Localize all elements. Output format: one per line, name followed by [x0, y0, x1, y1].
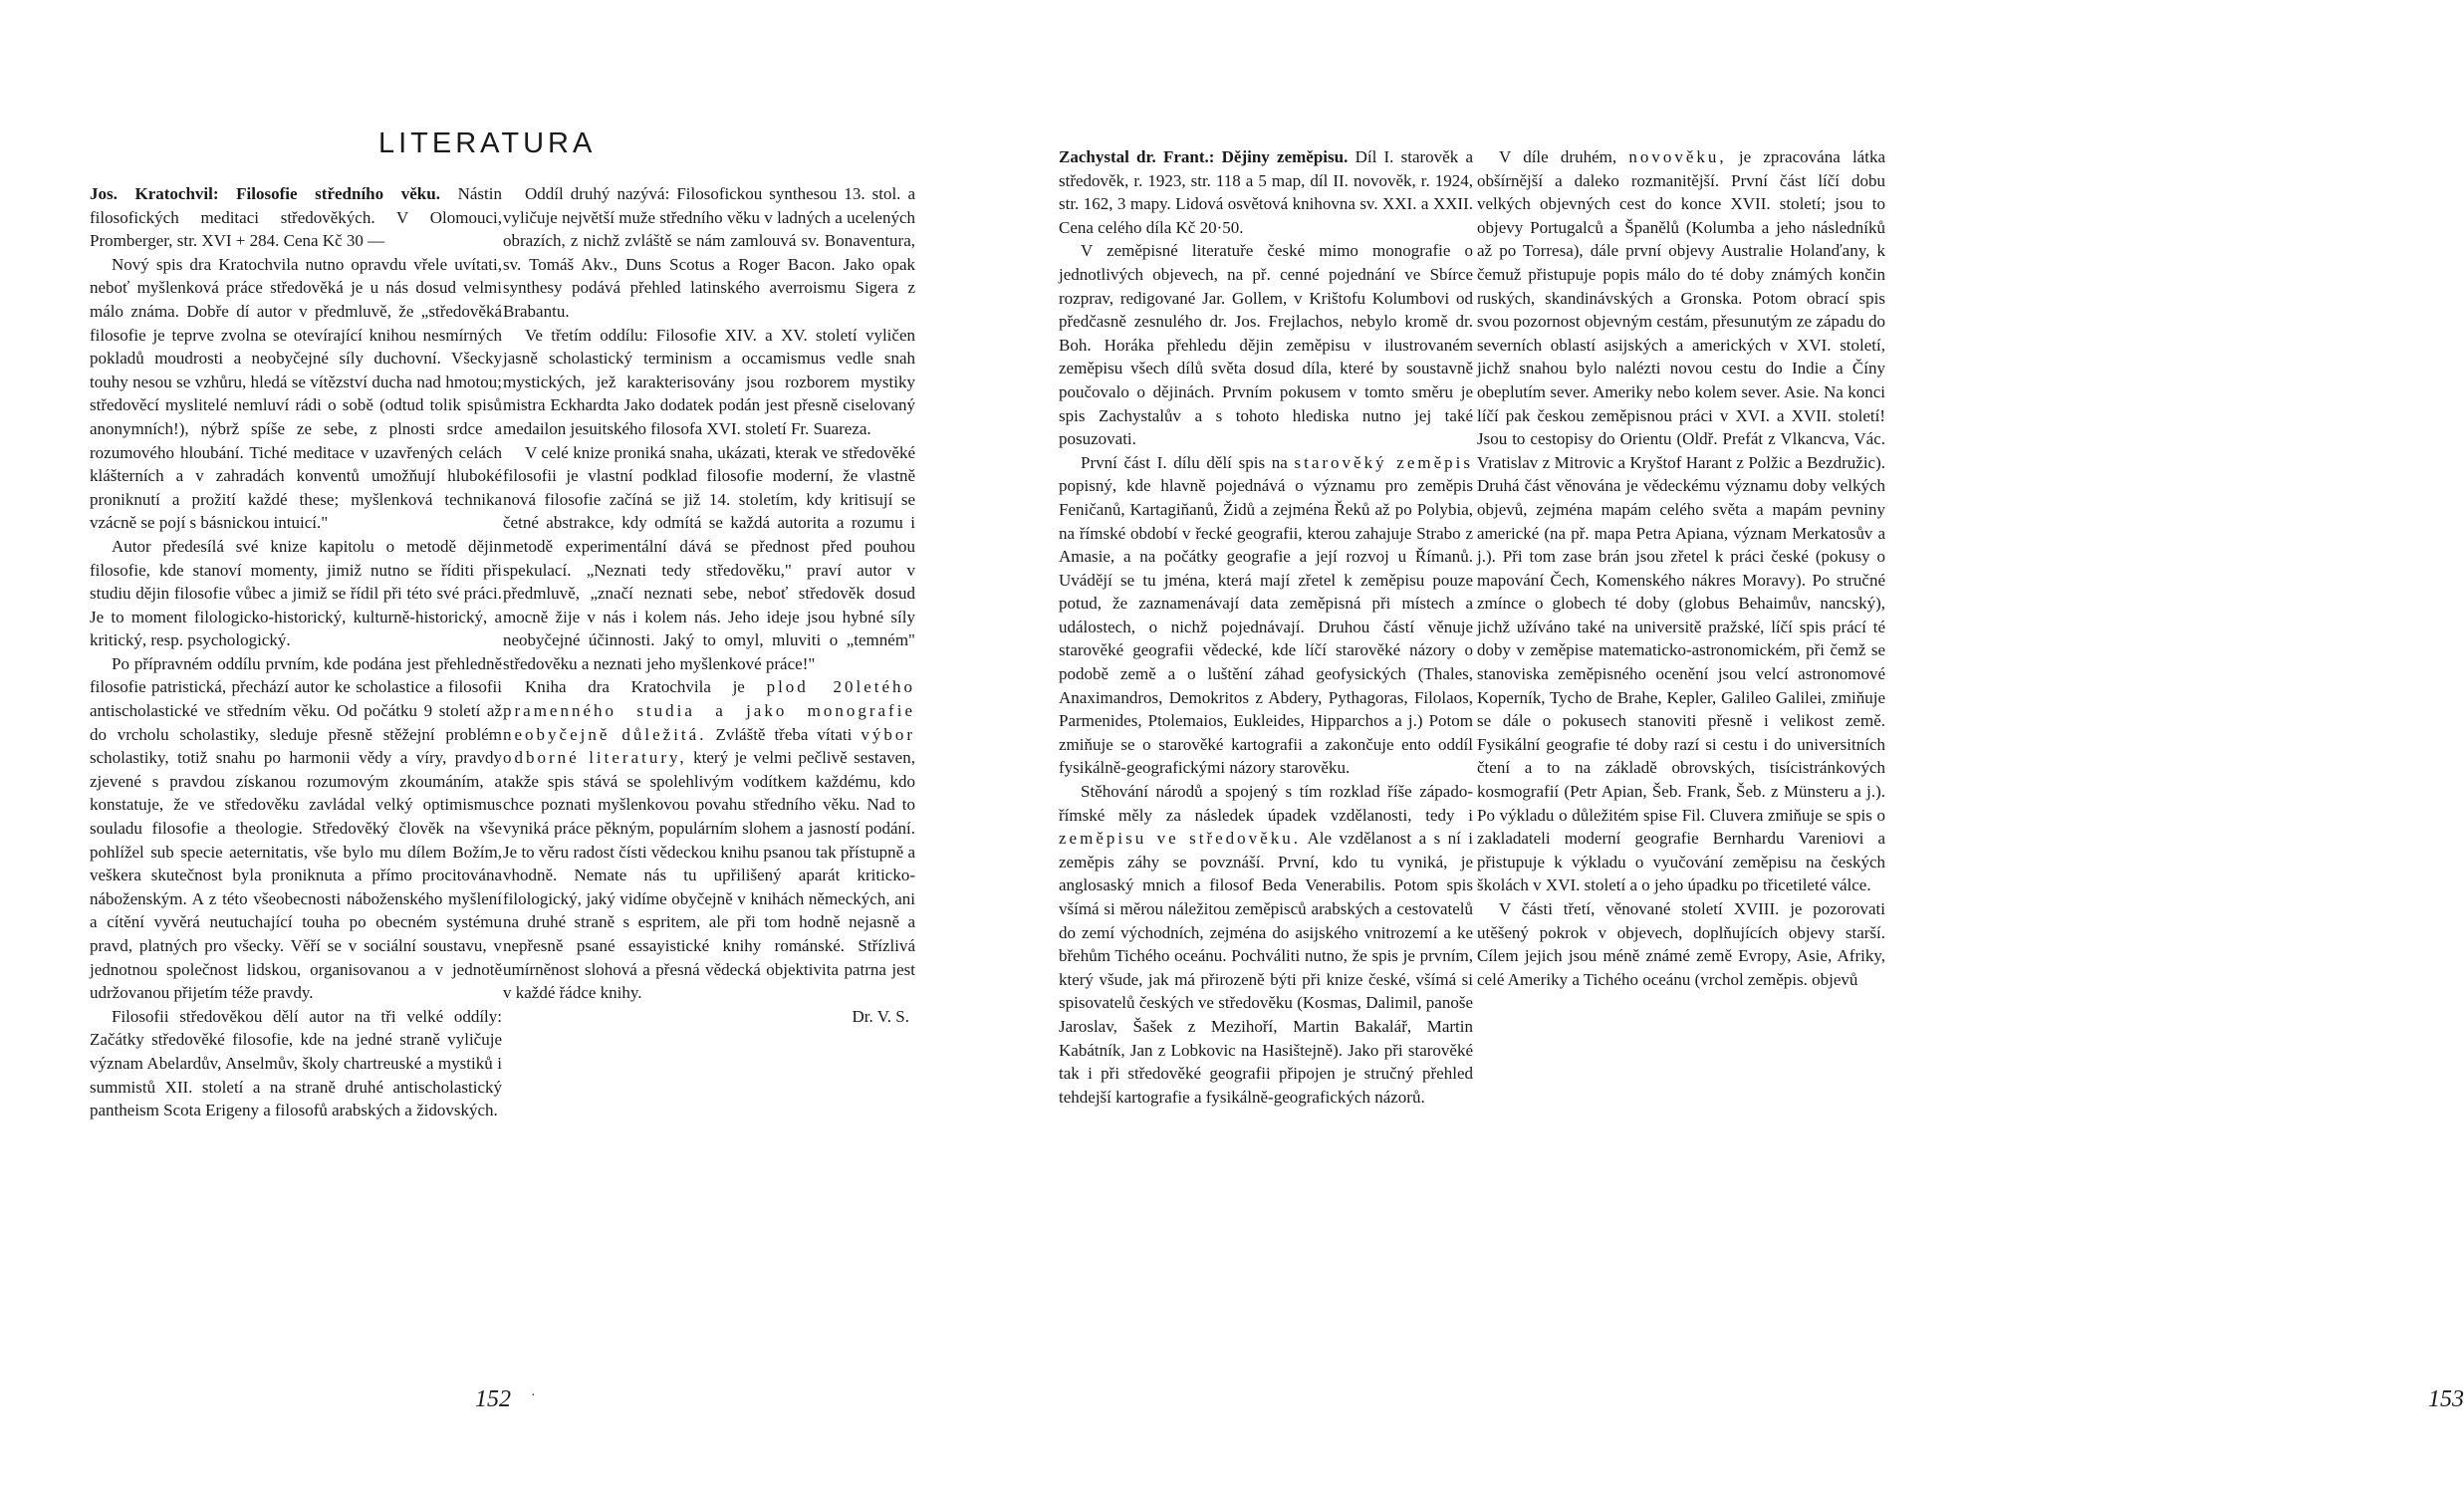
left-page	[0, 0, 970, 1494]
review-bibliography: Díl I. starověk a středověk, r. 1923, str. 118 a 5 map, díl II. novověk, r. 1924, str. 162, 3 mapy. Lidová osvětová knihovna sv. XXI. a XXII. Cena celého díla Kč 20·50.	[1059, 147, 1473, 237]
text-run: Ale vzdělanost a s ní i zeměpis záhy se povznáší. První, kdo tu vyniká, je anglosaský mnich a filosof Beda Venerabilis. Potom spis všímá si měrou náležitou zeměpisců arabských a cestovatelů do zemí východních, zejména do asijského vnitrozemí a ke břehům Tichého oceánu. Pochváliti nutno, že spis je prvním, který všude, jak má přirozeně býti při knize české, všímá si spisovatelů českých ve středověku (Kosmas, Dalimil, panoše Jaroslav, Šašek z Mezihoří, Martin Bakalář, Martin Kabátník, Jan z Lobkovic na Hasištejně). Jako při starověké tak i při středověké geografii připojen je stručný přehled tehdejší kartografie a fysikálně-geografických názorů.	[1059, 829, 1473, 1107]
emphasis-spaced: zeměpisu ve středověku.	[1059, 829, 1301, 849]
left-column-1	[90, 182, 502, 1122]
paragraph: V zeměpisné literatuře české mimo monografie o jednotlivých objevech, na př. cenné pojednání ve Sbírce rozprav, redigované Jar. Gollem, v Krištofu Kolumbovi od předčasně zesnulého dr. Jos. Frejlachos, nebylo kromě dr. Boh. Horáka přehledu dějin zeměpisu v ilustrovaném zeměpisu všech dílů světa dosud díla, které by soustavně poučovalo o dějinách. Prvním pokusem v tomto směru je spis Zachystalův a s tohoto hlediska nutno jej také posuzovati.	[1059, 241, 1473, 449]
right-page	[970, 0, 2464, 1494]
paragraph: Po přípravném oddílu prvním, kde podána jest přehledně filosofie patristická, přechází autor ke scholastice a filosofii antischolastické ve středním věku. Od počátku 9 století až do vrcholu scholastiky, sleduje přesně stěžejní problém scholastiky, totiž snahu po harmonii vědy a víry, pravdy zjevené s pravdou získanou rozumovým zkoumáním, a konstatuje, že ve středověku zavládal velký optimismus souladu filosofie a theologie. Středověký člověk na vše pohlížel sub specie aeternitatis, vše bylo mu dílem Božím, veškera skutečnost byla proniknuta a přímo procitována náboženským. A z této všeobecnosti náboženského myšlení a cítění vyvěrá neutuchající touha po obecném systému pravd, platných pro všecky. Věří se v sociální soustavu, v jednotnou společnost lidskou, organisovanou a v jednotě udržovanou přijetím téže pravdy.	[90, 653, 502, 1003]
review-author-title: Jos. Kratochvil: Filosofie středního věku.	[90, 184, 440, 203]
page-number: 153	[2428, 1386, 2464, 1412]
paragraph: V části třetí, věnované století XVIII. je pozorovati utěšený pokrok v objevech, doplňujících objevy starší. Cílem jejich jsou méně známé země Evropy, Asie, Afriky, celé Ameriky a Tichého oceánu (vrchol zeměpis. objevů	[1477, 899, 1885, 989]
page-number: 152	[475, 1386, 511, 1412]
text-run: Stěhování národů a spojený s tím rozklad říše západo-římské měly za následek úpadek vzdělanosti, tedy i	[1059, 782, 1473, 825]
paragraph	[503, 675, 915, 1004]
paragraph: V celé knize proniká snaha, ukázati, kterak ve středověké filosofii je vlastní podklad filosofie moderní, že vlastně nová filosofie začíná se již 14. stoletím, kdy kritisují se četné abstrakce, kdy odmítá se každá autorita a rozumu i metodě experimentální dává se přednost před pouhou spekulací. „Neznati tedy středověku," praví autor v předmluvě, „značí neznati sebe, neboť středověk dosud mocně žije v nás i kolem nás. Jeho ideje jsou hybné síly neobyčejné účinnosti. Jaký to omyl, mluviti o „temném" středověku a neznati jeho myšlenkové práce!"	[503, 442, 915, 673]
paragraph	[1059, 451, 1473, 780]
paragraph: Nový spis dra Kratochvila nutno opravdu vřele uvítati, neboť myšlenková práce středověká je u nás dosud velmi málo známa. Dobře dí autor v předmluvě, že „středověká filosofie je teprve zvolna se otevírající knihou nesmírných pokladů moudrosti a neobyčejné síly duchovní. Všecky touhy nesou se vzhůru, hledá se vítězství ducha nad hmotou; středověcí myslitelé nemluví rádi o sobě (odtud tolik spisů anonymních!), nýbrž spíše ze sebe, z plnosti srdce a rozumového hloubání. Tiché meditace v uzavřených celách klášterních a v zahradách konventů umožňují hluboké proniknutí a prožití každé these; myšlenková technika vzácně se pojí s básnickou intuicí."	[90, 254, 502, 533]
paragraph	[1059, 780, 1473, 1109]
emphasis-spaced: plod 20letého pramenného studia a jako monografie neobyčejně důležitá.	[503, 677, 916, 744]
right-column-2	[1477, 145, 1885, 991]
review-bibliography: Nástin filosofických meditaci středověkých. V Olomouci, Promberger, str. XVI + 284. Cena Kč 30 —	[90, 184, 502, 251]
paragraph: Filosofii středověkou dělí autor na tři velké oddíly: Začátky středověké filosofie, kde na jedné straně vyličuje význam Abelardův, Anselmův, školy chartreuské a mystiků i summistů XII. století a na straně druhé antischolastický pantheism Scota Erigeny a filosofů arabských a židovských.	[90, 1006, 502, 1120]
section-heading: LITERATURA	[378, 127, 597, 159]
text-run: Kniha dra Kratochvila je	[525, 677, 745, 697]
text-run: První část I. dílu dělí spis na	[1081, 452, 1288, 472]
review-signature: Dr. V. S.	[852, 1006, 909, 1026]
emphasis-spaced: starověký zeměpis	[1294, 452, 1474, 472]
left-column-2	[503, 182, 915, 1028]
review-entry-header	[90, 182, 502, 253]
paragraph: Oddíl druhý nazývá: Filosofickou synthesou 13. stol. a vyličuje největší muže středního věku v ladných a ucelených obrazích, z nichž zvláště se nám zamlouvá sv. Bonaventura, sv. Tomáš Akv., Duns Scotus a Roger Bacon. Jako opak synthesy podává přehled latinského averroismu Sigera z Brabantu.	[503, 184, 915, 321]
text-run: popisný, kde hlavně pojednává o významu pro zeměpis Feničanů, Kartagiňanů, Židů a zejména Řeků až po Polybia, na římské období v řecké geografii, kterou zahajuje Strabo z Amasie, a na počátky geografie a její rozvoj u Římanů. Uvádějí se tu jména, která mají zřetel k zeměpisu pouze potud, že zaznamenávají data zeměpisná při místech a událostech, o nichž pojednávají. Druhou částí věnuje starověké geografii vědecké, kde líčí starověké názory o podobě země a o luštění záhad geofysických (Thales, Anaximandros, Demokritos z Abdery, Pythagoras, Filolaos, Parmenides, Ptolemaios, Eukleides, Hipparchos a j.) Potom zmiňuje se o starověké kartografii a zakončuje ento oddíl fysikálně-geografickými názory starověku.	[1059, 476, 1473, 778]
emphasis-spaced: výbor odborné literatury,	[503, 724, 916, 768]
paragraph: Autor předesílá své knize kapitolu o metodě dějin filosofie, kde stanoví momenty, jimiž nutno se říditi při studiu dějin filosofie vůbec a jimiž se řídil při této své práci. Je to moment filologicko-historický, kulturně-historický, a kritický, resp. psychologický.	[90, 536, 502, 650]
review-author-title: Zachystal dr. Frant.: Dějiny zeměpisu.	[1059, 147, 1349, 166]
text-run: Zvláště třeba vítati	[715, 724, 853, 744]
emphasis-spaced: novověku,	[1628, 147, 1727, 166]
paragraph: Ve třetím oddílu: Filosofie XIV. a XV. století vyličen jasně scholastický terminism a occamismus vedle snah mystických, jež karakterisovány jsou rozborem mystiky mistra Eckhardta Jako dodatek podán jest přesně ciselovaný medailon jesuitského filosofa XVI. století Fr. Suareza.	[503, 325, 915, 438]
text-run: V díle druhém,	[1499, 147, 1617, 166]
text-run: který je velmi pečlivě sestaven, takže spis stává se spolehlivým vodítkem každému, kdo chce poznati myšlenkovou povahu středního věku. Nad to vyniká práce pěkným, populárním slohem a jasností podání. Je to věru radost čísti vědeckou knihu psanou tak přístupně a vhodně. Nemate nás tu upřilišený aparát kriticko-filologický, jaký vidíme obyčejně v knihách německých, ani na druhé straně s espritem, ale při tom hodně nejasně a nepřesně psané essayistické knihy románské. Střízlivá umírněnost slohová a přesná vědecká objektivita patrna jest v každé řádce knihy.	[503, 748, 915, 1003]
page-mark: ·	[531, 1388, 536, 1403]
paragraph	[1477, 145, 1885, 897]
review-entry-header	[1059, 145, 1473, 239]
text-run: je zpracována látka obšírnější a daleko rozmanitější. První část líčí dobu velkých objevných cest do konce XVII. století; jsou to objevy Portugalců a Španělů (Kolumba a jeho následníků až po Torresa), dále první objevy Australie Holanďany, k čemuž přistupuje popis málo do té doby známých končin ruských, skandinávských a Gronska. Potom obrací spis svou pozornost objevným cestám, přesunutým ze západu do severních oblastí asijských a amerických v XVI. století, jichž snahou bylo nalézti novou cestu do Indie a Číny obeplutím sever. Ameriky nebo kolem sever. Asie. Na konci líčí pak českou zeměpisnou práci v XVI. a XVII. století! Jsou to cestopisy do Orientu (Oldř. Prefát z Vlkancva, Vác. Vratislav z Mitrovic a Kryštof Harant z Polžic a Bezdružic). Druhá část věnována je vědeckému významu doby velkých objevů, zejména mapám celého světa a mapám pevniny americké (na př. mapa Petra Apiana, význam Merkatosův a j.). Při tom zase brán jsou zřetel k práci české (pokusy o mapování Čech, Komenského nákres Moravy). Po stručné zmínce o globech té doby (globus Behaimův, nancský), jichž užíváno také na universitě pražské, líčí spis prácí té doby v zeměpise matematicko-astronomickém, při čemž se stanoviska zeměpisného ocenění jsou velcí astronomové Koperník, Tycho de Brahe, Kepler, Galileo Galilei, zmiňuje se dále o pokusech stanoviti přesně i velikost země. Fysikální geografie té doby razí si cestu i do universitních čtení a to na základě obrovských, tisícistránkových kosmografií (Petr Apian, Šeb. Frank, Šeb. z Münsteru a j.). Po výkladu o důležitém spise Fil. Cluvera zmiňuje se spis o zakladateli moderní geografie Bernhardu Vareniovi a přistupuje k výkladu o vyučování zeměpisu na českých školách v XVI. století a o jeho úpadku po třicetileté válce.	[1477, 147, 1886, 895]
right-column-1	[1059, 145, 1473, 1109]
